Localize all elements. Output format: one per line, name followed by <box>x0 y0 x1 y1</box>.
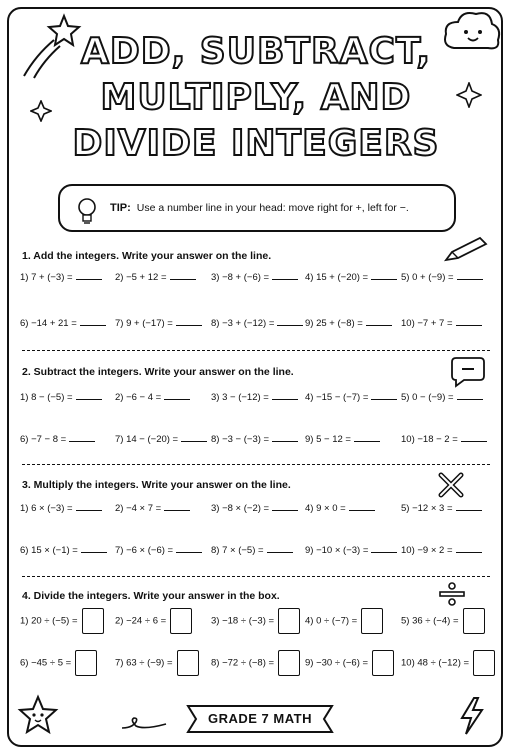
answer-line[interactable] <box>366 316 392 326</box>
answer-line[interactable] <box>371 390 397 400</box>
problem-2-2 <box>115 390 190 403</box>
problem-text: 1) 7 + (−3) = <box>20 272 73 283</box>
answer-line[interactable] <box>170 270 196 280</box>
problem-text: 2) −24 ÷ 6 = <box>115 615 167 627</box>
problem-1-4 <box>305 270 397 283</box>
problem-text: 8) −72 ÷ (−8) = <box>211 657 275 669</box>
answer-box[interactable] <box>278 650 300 676</box>
answer-box[interactable] <box>473 650 495 676</box>
answer-line[interactable] <box>272 432 298 442</box>
problem-3-3 <box>211 501 298 514</box>
problem-3-9 <box>305 543 397 556</box>
problem-2-8 <box>211 432 298 445</box>
answer-line[interactable] <box>349 501 375 511</box>
problem-text: 10) −9 × 2 = <box>401 545 453 556</box>
problem-text: 7) 63 ÷ (−9) = <box>115 657 173 669</box>
problem-text: 4) 9 × 0 = <box>305 503 346 514</box>
problem-4-8 <box>211 650 300 676</box>
answer-line[interactable] <box>457 270 483 280</box>
problem-text: 4) 0 ÷ (−7) = <box>305 615 358 627</box>
title-line-1: ADD, SUBTRACT, <box>80 31 432 72</box>
problem-1-10 <box>401 316 482 329</box>
answer-line[interactable] <box>371 270 397 280</box>
problem-3-7 <box>115 543 202 556</box>
problem-3-4 <box>305 501 375 514</box>
problem-text: 9) −10 × (−3) = <box>305 545 369 556</box>
problem-3-10 <box>401 543 482 556</box>
problem-1-7 <box>115 316 202 329</box>
problem-2-5 <box>401 390 483 403</box>
answer-line[interactable] <box>267 543 293 553</box>
problem-text: 7) 9 + (−17) = <box>115 318 173 329</box>
title-line-3: DIVIDE INTEGERS <box>72 123 440 164</box>
answer-line[interactable] <box>69 432 95 442</box>
problem-text: 10) −18 − 2 = <box>401 434 458 445</box>
problem-1-5 <box>401 270 483 283</box>
problem-4-5 <box>401 608 485 634</box>
problem-text: 4) −15 − (−7) = <box>305 392 369 403</box>
problem-text: 8) 7 × (−5) = <box>211 545 264 556</box>
tip-label: TIP: <box>110 202 131 214</box>
problem-text: 4) 15 + (−20) = <box>305 272 369 283</box>
problem-1-6 <box>20 316 106 329</box>
shooting-star-icon <box>14 10 84 80</box>
problem-2-10 <box>401 432 487 445</box>
problem-text: 1) 20 ÷ (−5) = <box>20 615 78 627</box>
cloud-icon <box>440 6 504 56</box>
answer-box[interactable] <box>361 608 383 634</box>
answer-line[interactable] <box>456 543 482 553</box>
minus-bubble-icon <box>450 354 486 388</box>
answer-line[interactable] <box>81 543 107 553</box>
answer-box[interactable] <box>170 608 192 634</box>
answer-line[interactable] <box>456 316 482 326</box>
problem-text: 1) 8 − (−5) = <box>20 392 73 403</box>
answer-box[interactable] <box>278 608 300 634</box>
answer-line[interactable] <box>181 432 207 442</box>
problem-text: 5) 0 − (−9) = <box>401 392 454 403</box>
tip-box <box>58 184 456 232</box>
problem-text: 6) −7 − 8 = <box>20 434 67 445</box>
problem-text: 10) 48 ÷ (−12) = <box>401 657 470 669</box>
problem-3-6 <box>20 543 107 556</box>
problem-1-1 <box>20 270 102 283</box>
problem-2-7 <box>115 432 207 445</box>
problem-2-6 <box>20 432 95 445</box>
section-1-heading: 1. Add the integers. Write your answer on the line. <box>22 250 272 262</box>
problem-1-8 <box>211 316 303 329</box>
answer-line[interactable] <box>176 543 202 553</box>
answer-line[interactable] <box>76 501 102 511</box>
answer-box[interactable] <box>372 650 394 676</box>
section-4-heading: 4. Divide the integers. Write your answer in the box. <box>22 590 280 602</box>
problem-3-8 <box>211 543 293 556</box>
answer-line[interactable] <box>272 270 298 280</box>
problem-text: 7) −6 × (−6) = <box>115 545 174 556</box>
problem-4-3 <box>211 608 300 634</box>
grade-badge-label: GRADE 7 MATH <box>208 711 312 726</box>
answer-box[interactable] <box>75 650 97 676</box>
problem-1-3 <box>211 270 298 283</box>
problem-3-5 <box>401 501 482 514</box>
sparkle-icon <box>456 82 482 108</box>
problem-text: 2) −6 − 4 = <box>115 392 162 403</box>
problem-3-2 <box>115 501 190 514</box>
problem-3-1 <box>20 501 102 514</box>
problem-text: 2) −4 × 7 = <box>115 503 162 514</box>
problem-text: 5) −12 × 3 = <box>401 503 453 514</box>
answer-line[interactable] <box>272 501 298 511</box>
answer-line[interactable] <box>76 390 102 400</box>
answer-line[interactable] <box>277 316 303 326</box>
problem-text: 2) −5 + 12 = <box>115 272 167 283</box>
section-2-heading: 2. Subtract the integers. Write your answer on the line. <box>22 366 294 378</box>
lightning-icon <box>456 696 488 736</box>
answer-line[interactable] <box>457 390 483 400</box>
divide-icon <box>438 580 466 608</box>
title-line-2: MULTIPLY, AND <box>100 77 412 118</box>
problem-text: 1) 6 × (−3) = <box>20 503 73 514</box>
problem-text: 5) 0 + (−9) = <box>401 272 454 283</box>
answer-box[interactable] <box>177 650 199 676</box>
answer-line[interactable] <box>456 501 482 511</box>
smiling-star-icon <box>16 694 60 738</box>
problem-text: 3) 3 − (−12) = <box>211 392 269 403</box>
answer-line[interactable] <box>461 432 487 442</box>
problem-text: 10) −7 + 7 = <box>401 318 453 329</box>
problem-text: 6) −14 + 21 = <box>20 318 77 329</box>
problem-text: 8) −3 + (−12) = <box>211 318 275 329</box>
problem-text: 9) 5 − 12 = <box>305 434 351 445</box>
problem-text: 3) −8 + (−6) = <box>211 272 270 283</box>
lightbulb-icon <box>74 194 100 226</box>
answer-box[interactable] <box>463 608 485 634</box>
problem-1-9 <box>305 316 392 329</box>
problem-text: 3) −18 ÷ (−3) = <box>211 615 275 627</box>
problem-4-10 <box>401 650 495 676</box>
sparkle-icon <box>30 100 52 122</box>
problem-text: 5) 36 ÷ (−4) = <box>401 615 459 627</box>
answer-line[interactable] <box>371 543 397 553</box>
problem-text: 8) −3 − (−3) = <box>211 434 270 445</box>
answer-line[interactable] <box>354 432 380 442</box>
problem-4-7 <box>115 650 199 676</box>
problem-text: 6) −45 ÷ 5 = <box>20 657 72 669</box>
problem-text: 6) 15 × (−1) = <box>20 545 78 556</box>
problem-4-6 <box>20 650 97 676</box>
answer-line[interactable] <box>272 390 298 400</box>
problem-4-1 <box>20 608 104 634</box>
problem-4-4 <box>305 608 383 634</box>
problem-1-2 <box>115 270 196 283</box>
swirl-icon <box>120 716 168 732</box>
section-3-heading: 3. Multiply the integers. Write your answer on the line. <box>22 479 291 491</box>
problem-text: 9) 25 + (−8) = <box>305 318 363 329</box>
problem-2-4 <box>305 390 397 403</box>
problem-text: 7) 14 − (−20) = <box>115 434 179 445</box>
tip-text: Use a number line in your head: move right for +, left for −. <box>136 202 409 214</box>
problem-4-2 <box>115 608 192 634</box>
problem-4-9 <box>305 650 394 676</box>
problem-2-3 <box>211 390 298 403</box>
answer-box[interactable] <box>82 608 104 634</box>
times-icon <box>436 470 466 500</box>
answer-line[interactable] <box>176 316 202 326</box>
section-divider <box>22 350 490 351</box>
problem-2-1 <box>20 390 102 403</box>
section-divider <box>22 576 490 577</box>
grade-badge <box>186 704 334 734</box>
section-divider <box>22 464 490 465</box>
problem-2-9 <box>305 432 380 445</box>
answer-line[interactable] <box>164 390 190 400</box>
pencil-icon <box>440 234 490 264</box>
answer-line[interactable] <box>164 501 190 511</box>
answer-line[interactable] <box>76 270 102 280</box>
problem-text: 3) −8 × (−2) = <box>211 503 270 514</box>
problem-text: 9) −30 ÷ (−6) = <box>305 657 369 669</box>
answer-line[interactable] <box>80 316 106 326</box>
